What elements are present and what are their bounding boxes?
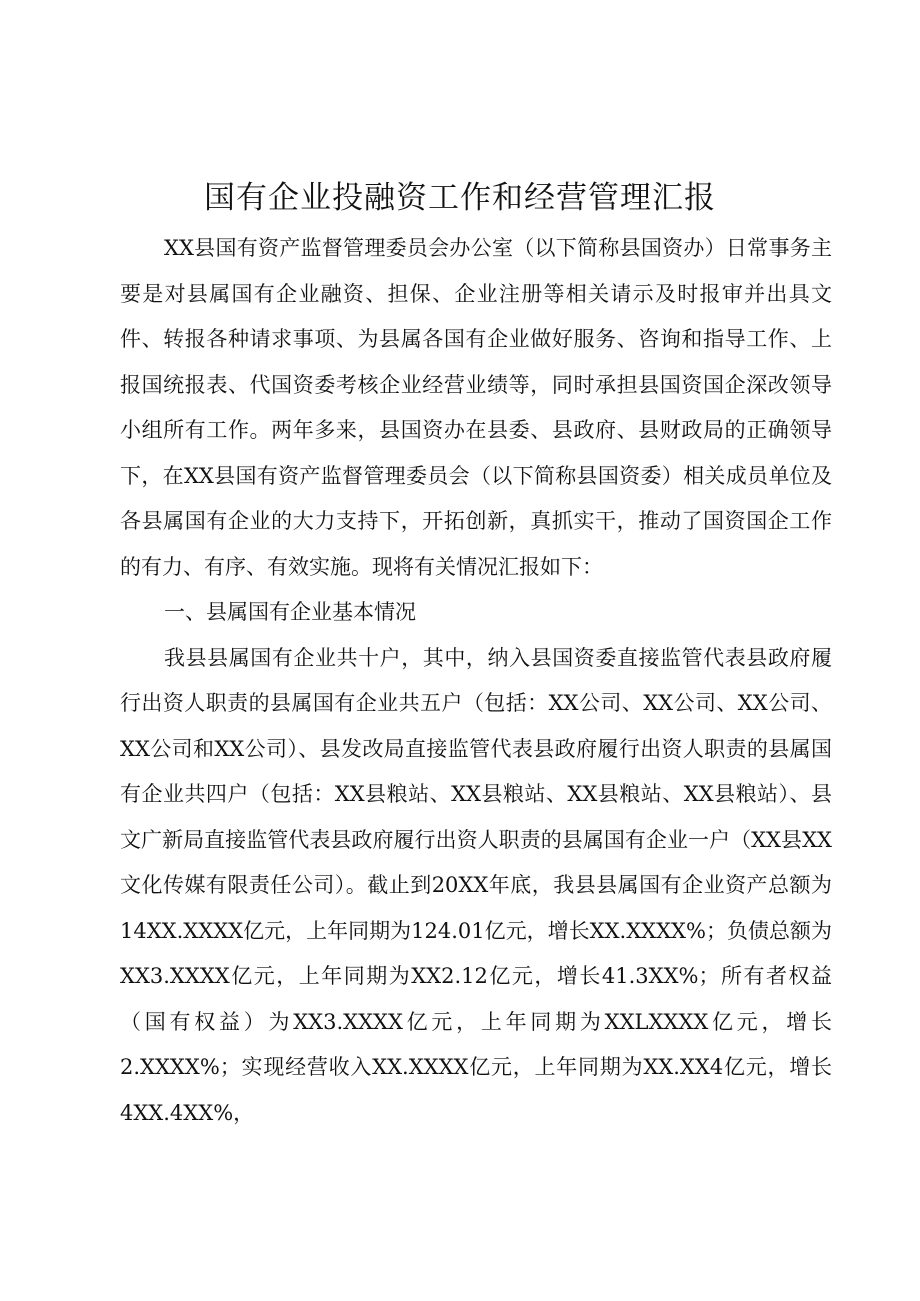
document-title: 国有企业投融资工作和经营管理汇报 — [204, 180, 716, 216]
section-paragraph: 我县县属国有企业共十户，其中，纳入县国资委直接监管代表县政府履行出资人职责的县属国有企业共五户（包括：XX公司、XX公司、XX公司、XX公司和XX公司）、县发改局直接监管代表县政府履行出资人职责的县属国有企业共四户（包括：XX县粮站、XX县粮站、XX县粮站、XX县粮站）、县文广新局直接监管代表县政府履行出资人职责的县属国有企业一户（XX县XX文化传媒有限责任公司）。截止到20XX年底，我县县属国有企业资产总额为14XX.XXXX亿元，上年同期为124.01亿元，增长XX.XXXX%；负债总额为XX3.XXXX亿元，上年同期为XX2.12亿元，增长41.3XX%；所有者权益（国有权益）为XX3.XXXX亿元，上年同期为XXLXXXX亿元，增长2.XXXX%；实现经营收入XX.XXXX亿元，上年同期为XX.XX4亿元，增长4XX.4XX%， — [120, 645, 832, 1125]
document-body — [120, 226, 832, 1136]
intro-paragraph: XX县国有资产监督管理委员会办公室（以下简称县国资办）日常事务主要是对县属国有企业融资、担保、企业注册等相关请示及时报审并出具文件、转报各种请求事项、为县属各国有企业做好服务、咨询和指导工作、上报国统报表、代国资委考核企业经营业绩等，同时承担县国资国企深改领导小组所有工作。两年多来，县国资办在县委、县政府、县财政局的正确领导下，在XX县国有资产监督管理委员会（以下简称县国资委）相关成员单位及各县属国有企业的大力支持下，开拓创新，真抓实干，推动了国资国企工作的有力、有序、有效实施。现将有关情况汇报如下： — [120, 236, 832, 579]
section-heading: 一、县属国有企业基本情况 — [164, 600, 416, 624]
